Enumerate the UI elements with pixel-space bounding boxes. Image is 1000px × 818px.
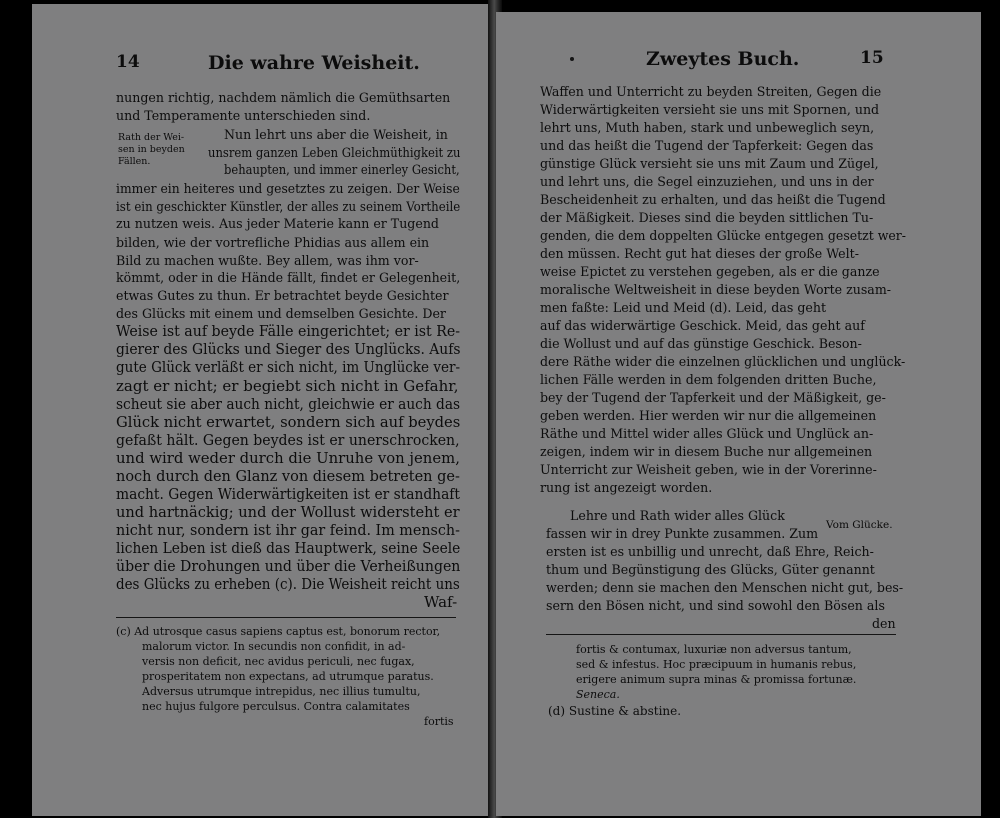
footnote-line: malorum victor. In secundis non confidit, in ad- <box>142 640 406 653</box>
text-line: und hartnäckig; und der Wollust widersteht er <box>116 503 460 521</box>
text-line: Widerwärtigkeiten versieht sie uns mit Spornen, und <box>540 102 880 117</box>
text-line: macht. Gegen Widerwärtigkeiten ist er standhaft <box>116 485 460 503</box>
text-line: und wird weder durch die Unruhe von jenem, <box>116 449 460 467</box>
text-line: thum und Begünstigung des Glücks, Güter genannt <box>546 562 875 577</box>
footnote-line: (d) Sustine & abstine. <box>548 704 682 718</box>
text-line: nungen richtig, nachdem nämlich die Gemüthsarten <box>116 90 451 105</box>
footnote-line: erigere animum supra minas & promissa fortunæ. <box>576 673 857 686</box>
text-line: lehrt uns, Muth haben, stark und unbeweglich seyn, <box>540 120 875 135</box>
text-line: bilden, wie der vortrefliche Phidias aus allem ein <box>116 235 430 250</box>
text-line: gefaßt hält. Gegen beydes ist er unerschrocken, <box>116 431 460 449</box>
text-line: gierer des Glücks und Sieger des Unglücks. Aufs <box>116 340 461 358</box>
footnote-rule <box>116 617 456 618</box>
footnote-line: fortis & contumax, luxuriæ non adversus tantum, <box>576 643 852 656</box>
margin-note-line: Fällen. <box>118 156 151 167</box>
ornament-dot <box>570 57 574 61</box>
text-line: des Glücks mit einem und demselben Gesichte. Der <box>116 306 446 321</box>
text-line: men faßte: Leid und Meid (d). Leid, das geht <box>540 300 827 315</box>
text-line: behaupten, und immer einerley Gesicht, <box>224 162 460 177</box>
page-number: 14 <box>116 52 140 72</box>
footnote-line: versis non deficit, nec avidus periculi, nec fugax, <box>142 655 415 668</box>
text-line: ist ein geschickter Künstler, der alles zu seinem Vortheile <box>116 199 461 214</box>
text-line: und lehrt uns, die Segel einzuziehen, und uns in der <box>540 174 874 189</box>
right-page <box>496 12 981 816</box>
footnote-line: Adversus utrumque intrepidus, nec illius tumultu, <box>142 685 421 698</box>
text-line: geben werden. Hier werden wir nur die allgemeinen <box>540 408 877 423</box>
footnote-line: nec hujus fulgore perculsus. Contra calamitates <box>142 700 410 713</box>
text-line: Glück nicht erwartet, sondern sich auf beydes <box>116 413 461 431</box>
text-line: lichen Fälle werden in dem folgenden dritten Buche, <box>540 372 877 387</box>
text-line: dere Räthe wider die einzelnen glücklichen und unglück- <box>540 354 906 369</box>
footnote-line: sed & infestus. Hoc præcipuum in humanis rebus, <box>576 658 857 671</box>
left-page <box>32 4 492 816</box>
text-line: und Temperamente unterschieden sind. <box>116 108 371 123</box>
text-line: kömmt, oder in die Hände fällt, findet er Gelegenheit, <box>116 270 461 285</box>
footnote-rule <box>546 634 896 635</box>
footnote-line: prosperitatem non expectans, ad utrumque paratus. <box>142 670 434 683</box>
text-line: Bild zu machen wußte. Bey allem, was ihm vor- <box>116 253 419 268</box>
text-line: Waffen und Unterricht zu beyden Streiten, Gegen die <box>540 84 882 99</box>
text-line: werden; denn sie machen den Menschen nicht gut, bes- <box>546 580 904 595</box>
text-line: scheut sie aber auch nicht, gleichwie er auch das <box>116 395 461 413</box>
text-line: Bescheidenheit zu erhalten, und das heißt die Tugend <box>540 192 886 207</box>
margin-note-line: Rath der Wei- <box>118 132 185 143</box>
text-line: noch durch den Glanz von diesem betreten ge- <box>116 467 460 485</box>
text-line: gute Glück verläßt er sich nicht, im Unglücke ver- <box>116 358 461 376</box>
text-line: bey der Tugend der Tapferkeit und der Mäßigkeit, ge- <box>540 390 886 405</box>
text-line: über die Drohungen und über die Verheißungen <box>116 557 461 575</box>
running-head: Zweytes Buch. <box>646 48 800 70</box>
text-line: die Wollust und auf das günstige Geschick. Beson- <box>540 336 862 351</box>
text-line: rung ist angezeigt worden. <box>540 480 713 495</box>
text-line: moralische Weltweisheit in diese beyden Worte zusam- <box>540 282 892 297</box>
margin-note: Vom Glücke. <box>826 519 893 531</box>
footnote-line: Seneca. <box>576 688 620 701</box>
text-line: günstige Glück versieht sie uns mit Zaum und Zügel, <box>540 156 879 171</box>
text-line: und das heißt die Tugend der Tapferkeit: Gegen das <box>540 138 874 153</box>
text-line: weise Epictet zu verstehen gegeben, als er die ganze <box>540 264 880 279</box>
text-line: Unterricht zur Weisheit geben, wie in der Vorerinne- <box>540 462 877 477</box>
running-head: Die wahre Weisheit. <box>208 52 420 74</box>
margin-note-line: sen in beyden <box>118 144 185 155</box>
text-line: etwas Gutes zu thun. Er betrachtet beyde Gesichter <box>116 288 449 303</box>
text-line: den müssen. Recht gut hat dieses der große Welt- <box>540 246 859 261</box>
text-line: zeigen, indem wir in diesem Buche nur allgemeinen <box>540 444 873 459</box>
text-line: sern den Bösen nicht, und sind sowohl den Bösen als <box>546 598 885 613</box>
catchword: fortis <box>424 715 454 728</box>
catchword: Waf- <box>424 593 458 611</box>
text-line: lichen Leben ist dieß das Hauptwerk, seine Seele <box>116 539 461 557</box>
text-line: zu nutzen weis. Aus jeder Materie kann er Tugend <box>116 216 439 231</box>
text-line: genden, die dem doppelten Glücke entgegen gesetzt wer- <box>540 228 907 243</box>
text-line: immer ein heiteres und gesetztes zu zeigen. Der Weise <box>116 181 460 196</box>
text-line: des Glücks zu erheben (c). Die Weisheit reicht uns <box>116 575 460 593</box>
text-line: Lehre und Rath wider alles Glück <box>570 508 785 523</box>
text-line: ersten ist es unbillig und unrecht, daß Ehre, Reich- <box>546 544 874 559</box>
text-line: Räthe und Mittel wider alles Glück und Unglück an- <box>540 426 874 441</box>
footnote-line: (c) Ad utrosque casus sapiens captus est, bonorum rector, <box>116 625 441 638</box>
text-line: fassen wir in drey Punkte zusammen. Zum <box>546 526 819 541</box>
text-line: der Mäßigkeit. Dieses sind die beyden sittlichen Tu- <box>540 210 874 225</box>
text-line: zagt er nicht; er begiebt sich nicht in Gefahr, <box>116 377 459 395</box>
text-line: auf das widerwärtige Geschick. Meid, das geht auf <box>540 318 865 333</box>
page-number: 15 <box>860 48 884 68</box>
catchword: den <box>872 616 896 631</box>
text-line: nicht nur, sondern ist ihr gar feind. Im mensch- <box>116 521 460 539</box>
text-line: unsrem ganzen Leben Gleichmüthigkeit zu <box>208 145 461 160</box>
text-line: Nun lehrt uns aber die Weisheit, in <box>224 127 448 142</box>
text-line: Weise ist auf beyde Fälle eingerichtet; er ist Re- <box>116 322 460 340</box>
